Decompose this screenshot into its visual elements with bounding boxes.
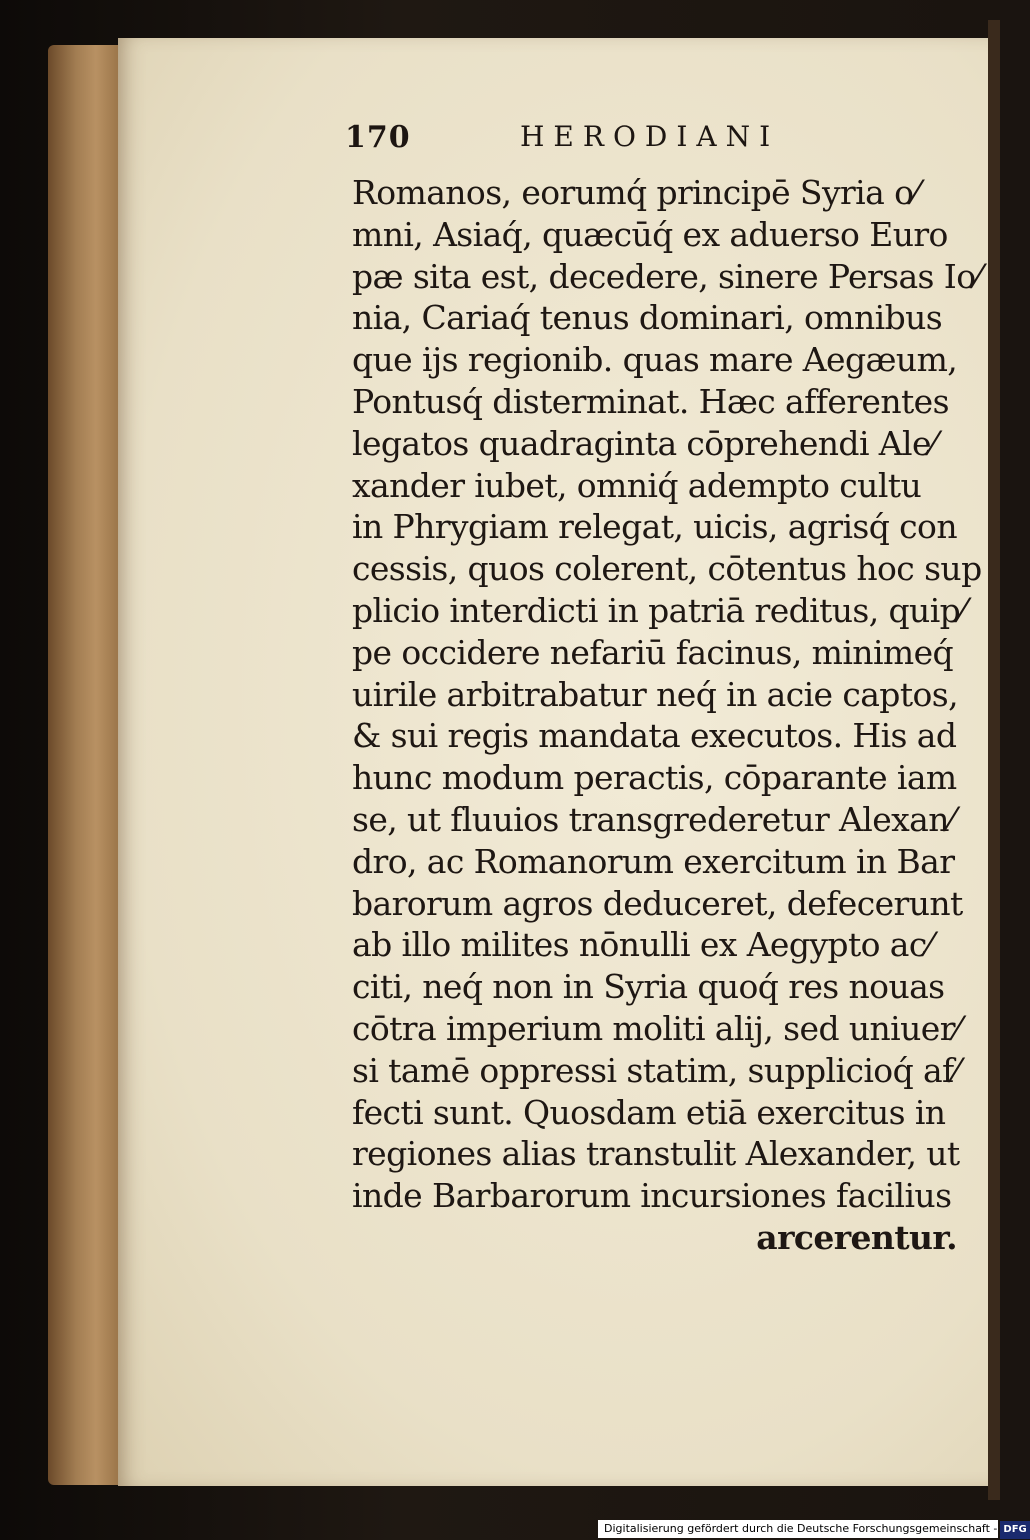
text-line: Romanos, eorumq́ principē Syria o⁄ bbox=[352, 173, 919, 212]
text-line: uirile arbitrabatur neq́ in acie captos, bbox=[352, 674, 958, 714]
body-text bbox=[352, 172, 982, 1259]
dfg-logo: DFG bbox=[1000, 1521, 1029, 1539]
text-line: mni, Asiaq́, quæcūq́ ex aduerso Euro bbox=[352, 214, 948, 254]
text-line: Pontusq́ disterminat. Hæc afferentes bbox=[352, 381, 949, 421]
running-head: HERODIANI bbox=[520, 120, 780, 153]
text-line: citi, neq́ non in Syria quoq́ res nouas bbox=[352, 967, 945, 1007]
book-fore-edge bbox=[48, 45, 128, 1485]
text-line: cōtra imperium moliti alij, sed uniuer⁄ bbox=[352, 1008, 960, 1048]
text-line: inde Barbarorum incursiones facilius bbox=[352, 1176, 952, 1216]
text-line: legatos quadraginta cōprehendi Ale⁄ bbox=[352, 423, 936, 463]
page-header bbox=[345, 118, 945, 168]
text-line: arcerentur. bbox=[756, 1217, 957, 1257]
text-line: & sui regis mandata executos. His ad bbox=[352, 716, 957, 756]
text-line: pe occidere nefariū facinus, minimeq́ bbox=[352, 632, 954, 672]
text-line: si tamē oppressi statim, supplicioq́ af⁄ bbox=[352, 1050, 959, 1090]
text-line: nia, Cariaq́ tenus dominari, omnibus bbox=[352, 298, 943, 338]
digitization-credit bbox=[598, 1520, 1027, 1538]
text-line: fecti sunt. Quosdam etiā exercitus in bbox=[352, 1092, 946, 1132]
text-line: xander iubet, omniq́ adempto cultu bbox=[352, 465, 922, 505]
text-line: se, ut fluuios transgrederetur Alexan⁄ bbox=[352, 799, 954, 839]
scan-border bbox=[988, 20, 1000, 1500]
text-line: plicio interdicti in patriā reditus, quip⁄ bbox=[352, 590, 966, 630]
page-number: 170 bbox=[345, 120, 411, 155]
text-line: que ijs regionib. quas mare Aegæum, bbox=[352, 340, 958, 380]
text-line: ab illo milites nōnulli ex Aegypto ac⁄ bbox=[352, 925, 932, 965]
text-line: dro, ac Romanorum exercitum in Bar bbox=[352, 841, 955, 881]
credit-text: Digitalisierung gefördert durch die Deutsche Forschungsgemeinschaft - bbox=[604, 1522, 998, 1535]
text-line: barorum agros deduceret, defecerunt bbox=[352, 883, 963, 923]
text-line: hunc modum peractis, cōparante iam bbox=[352, 758, 957, 798]
text-line: in Phrygiam relegat, uicis, agrisq́ con bbox=[352, 507, 957, 547]
text-line: cessis, quos colerent, cōtentus hoc sup bbox=[352, 549, 982, 589]
text-line: regiones alias transtulit Alexander, ut bbox=[352, 1134, 960, 1174]
text-line: pæ sita est, decedere, sinere Persas Io⁄ bbox=[352, 256, 981, 296]
